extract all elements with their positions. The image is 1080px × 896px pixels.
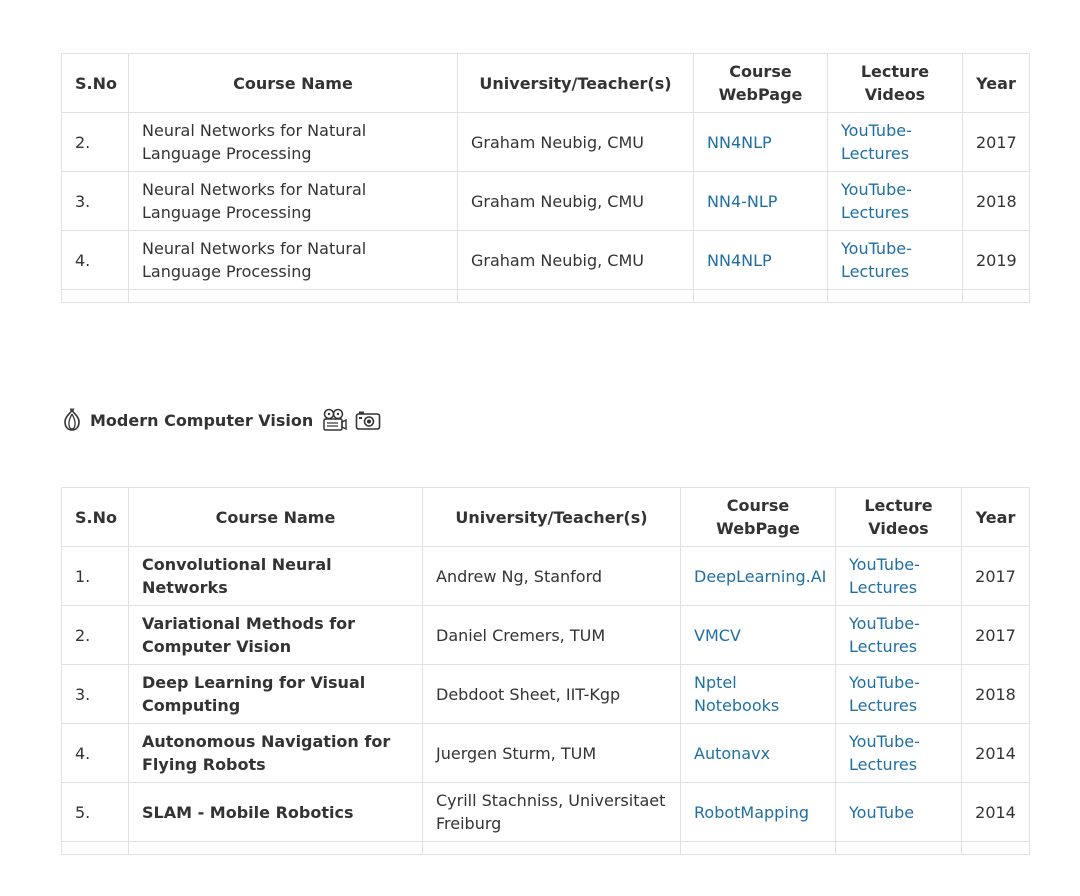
table-row bbox=[62, 113, 1030, 172]
cell-teacher: Andrew Ng, Stanford bbox=[423, 547, 681, 606]
header-videos: Lecture Videos bbox=[828, 54, 963, 113]
cell-teacher: Debdoot Sheet, IIT-Kgp bbox=[423, 665, 681, 724]
computer-vision-courses-table bbox=[61, 487, 1030, 855]
cell-webpage-link[interactable]: NN4NLP bbox=[694, 113, 828, 172]
cell-year: 2017 bbox=[962, 547, 1030, 606]
cell-sno: 1. bbox=[62, 547, 129, 606]
table-row bbox=[62, 172, 1030, 231]
cell-webpage-link[interactable]: NN4NLP bbox=[694, 231, 828, 290]
section-heading-modern-computer-vision bbox=[62, 406, 381, 434]
table-row bbox=[62, 231, 1030, 290]
table-row bbox=[62, 724, 1030, 783]
header-sno: S.No bbox=[62, 488, 129, 547]
film-projector-icon bbox=[321, 408, 347, 432]
cell-year: 2018 bbox=[962, 665, 1030, 724]
cell-year: 2014 bbox=[962, 724, 1030, 783]
nlp-courses-table bbox=[61, 53, 1030, 303]
cell-webpage-link[interactable]: DeepLearning.AI bbox=[681, 547, 836, 606]
header-videos: Lecture Videos bbox=[836, 488, 962, 547]
cell-videos-link[interactable]: YouTube-Lectures bbox=[828, 113, 963, 172]
empty-table-row bbox=[62, 842, 1030, 855]
onion-icon bbox=[62, 408, 82, 432]
cell-sno: 4. bbox=[62, 231, 129, 290]
table-row bbox=[62, 606, 1030, 665]
cell-year: 2019 bbox=[963, 231, 1030, 290]
cell-teacher: Graham Neubig, CMU bbox=[458, 113, 694, 172]
cell-sno: 2. bbox=[62, 606, 129, 665]
cell-sno: 5. bbox=[62, 783, 129, 842]
cell-videos-link[interactable]: YouTube-Lectures bbox=[836, 606, 962, 665]
cell-videos-link[interactable]: YouTube-Lectures bbox=[828, 231, 963, 290]
table-header-row bbox=[62, 54, 1030, 113]
cell-course-name: Neural Networks for Natural Language Processing bbox=[129, 172, 458, 231]
cell-videos-link[interactable]: YouTube-Lectures bbox=[836, 724, 962, 783]
cell-sno: 2. bbox=[62, 113, 129, 172]
cell-teacher: Graham Neubig, CMU bbox=[458, 231, 694, 290]
cell-course-name: Variational Methods for Computer Vision bbox=[129, 606, 423, 665]
cell-course-name: Convolutional Neural Networks bbox=[129, 547, 423, 606]
cell-webpage-link[interactable]: RobotMapping bbox=[681, 783, 836, 842]
cell-sno: 3. bbox=[62, 665, 129, 724]
header-university: University/Teacher(s) bbox=[458, 54, 694, 113]
cell-sno: 3. bbox=[62, 172, 129, 231]
header-year: Year bbox=[963, 54, 1030, 113]
cell-webpage-link[interactable]: NN4-NLP bbox=[694, 172, 828, 231]
cell-course-name: SLAM - Mobile Robotics bbox=[129, 783, 423, 842]
cell-videos-link[interactable]: YouTube-Lectures bbox=[836, 665, 962, 724]
empty-table-row bbox=[62, 290, 1030, 303]
cell-course-name: Neural Networks for Natural Language Processing bbox=[129, 231, 458, 290]
cell-course-name: Autonomous Navigation for Flying Robots bbox=[129, 724, 423, 783]
table-row bbox=[62, 783, 1030, 842]
cell-videos-link[interactable]: YouTube-Lectures bbox=[828, 172, 963, 231]
cell-teacher: Daniel Cremers, TUM bbox=[423, 606, 681, 665]
cell-videos-link[interactable]: YouTube-Lectures bbox=[836, 547, 962, 606]
cell-course-name: Neural Networks for Natural Language Processing bbox=[129, 113, 458, 172]
header-sno: S.No bbox=[62, 54, 129, 113]
cell-teacher: Juergen Sturm, TUM bbox=[423, 724, 681, 783]
table-header-row bbox=[62, 488, 1030, 547]
camera-icon bbox=[355, 409, 381, 431]
cell-webpage-link[interactable]: VMCV bbox=[681, 606, 836, 665]
header-course-name: Course Name bbox=[129, 54, 458, 113]
header-year: Year bbox=[962, 488, 1030, 547]
cell-teacher: Cyrill Stachniss, Universitaet Freiburg bbox=[423, 783, 681, 842]
section-title: Modern Computer Vision bbox=[90, 410, 314, 430]
cell-sno: 4. bbox=[62, 724, 129, 783]
header-webpage: Course WebPage bbox=[694, 54, 828, 113]
header-webpage: Course WebPage bbox=[681, 488, 836, 547]
header-university: University/Teacher(s) bbox=[423, 488, 681, 547]
header-course-name: Course Name bbox=[129, 488, 423, 547]
table-row bbox=[62, 665, 1030, 724]
cell-year: 2014 bbox=[962, 783, 1030, 842]
cell-webpage-link[interactable]: Autonavx bbox=[681, 724, 836, 783]
cell-year: 2018 bbox=[963, 172, 1030, 231]
cell-webpage-link[interactable]: Nptel Notebooks bbox=[681, 665, 836, 724]
cell-teacher: Graham Neubig, CMU bbox=[458, 172, 694, 231]
cell-course-name: Deep Learning for Visual Computing bbox=[129, 665, 423, 724]
cell-year: 2017 bbox=[962, 606, 1030, 665]
cell-year: 2017 bbox=[963, 113, 1030, 172]
cell-videos-link[interactable]: YouTube bbox=[836, 783, 962, 842]
table-row bbox=[62, 547, 1030, 606]
